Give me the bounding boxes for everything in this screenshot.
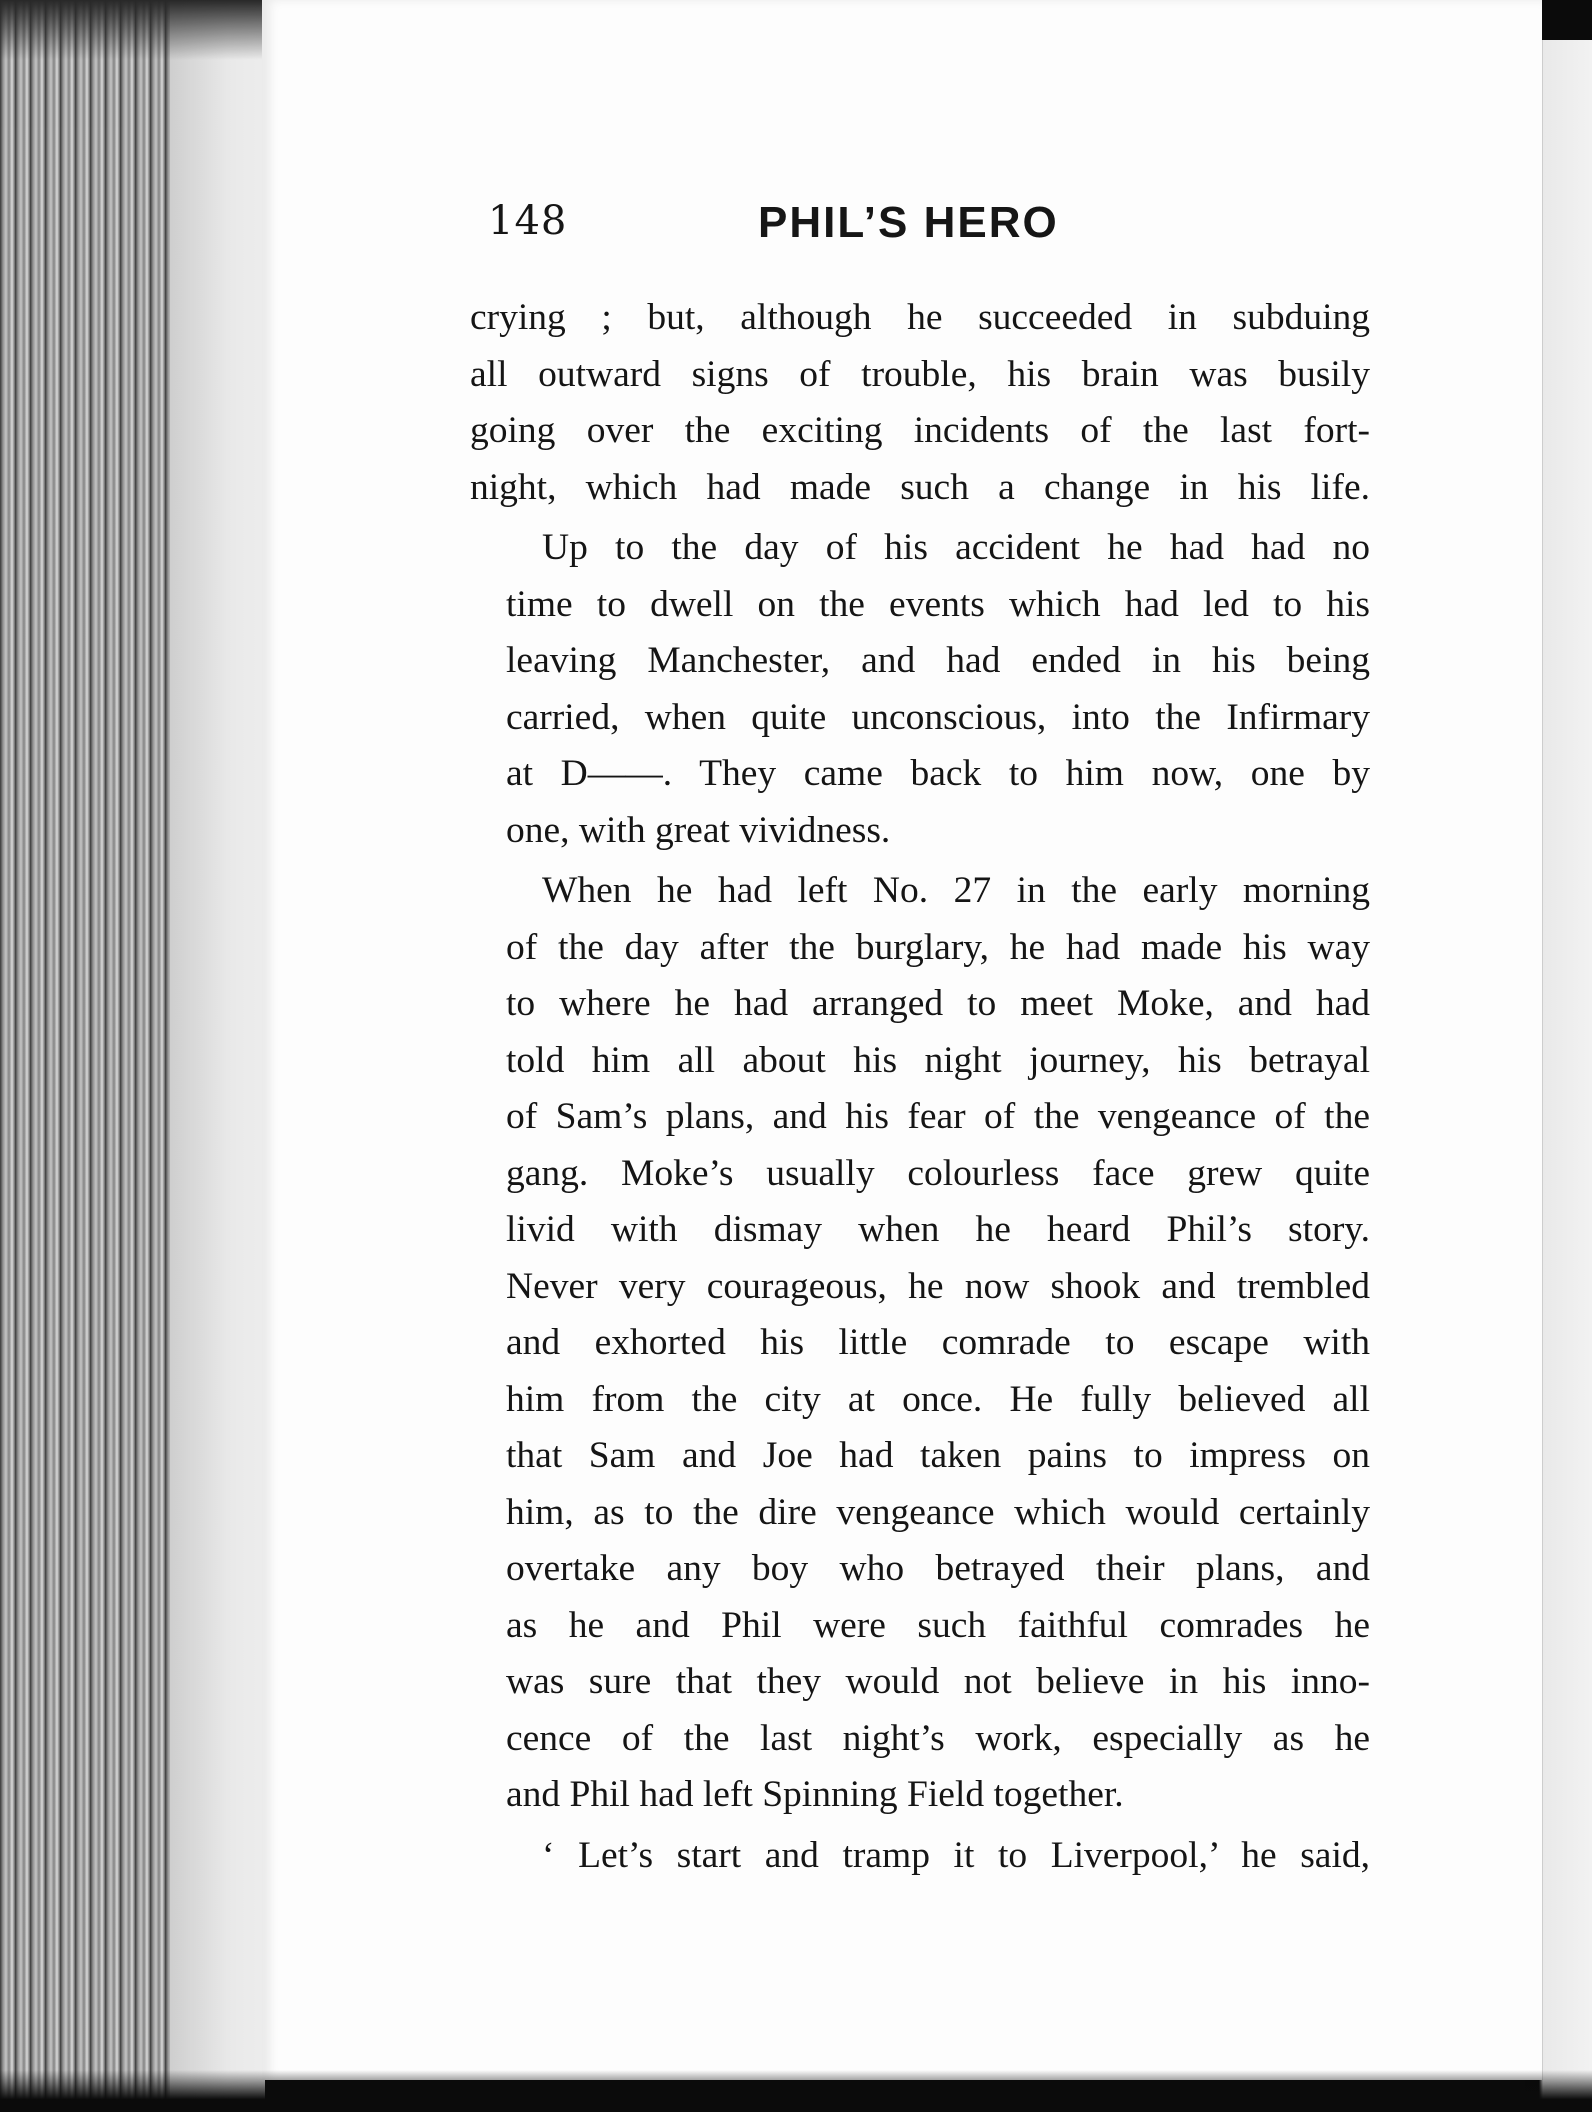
text-line: ‘ Let’s start and tramp it to Liverpool,’ he said, <box>542 1834 1370 1876</box>
text-line: him, as to the dire vengeance which would certainly <box>506 1491 1370 1533</box>
text-line: one, with great vividness. <box>506 809 891 851</box>
text-line: cence of the last night’s work, especially as he <box>506 1717 1370 1759</box>
text-line: carried, when quite unconscious, into the Infirmary <box>506 696 1370 738</box>
text-line: of the day after the burglary, he had made his way <box>506 926 1370 968</box>
running-head <box>488 198 1348 258</box>
text-line: at D——. They came back to him now, one by <box>506 753 1370 794</box>
text-line: Never very courageous, he now shook and trembled <box>506 1265 1370 1307</box>
text-line: livid with dismay when he heard Phil’s story. <box>506 1209 1370 1250</box>
body-text <box>470 290 1370 1884</box>
bottom-shadow <box>0 2070 1592 2112</box>
text-line: Up to the day of his accident he had had no <box>542 527 1370 568</box>
text-line: was sure that they would not believe in his inno- <box>506 1661 1370 1702</box>
paragraph <box>470 290 1370 516</box>
text-line: him from the city at once. He fully believed all <box>506 1378 1370 1420</box>
text-line: all outward signs of trouble, his brain was busily <box>470 353 1370 395</box>
text-line: When he had left No. 27 in the early morning <box>542 870 1370 911</box>
text-line: of Sam’s plans, and his fear of the vengeance of the <box>506 1096 1370 1137</box>
text-line: going over the exciting incidents of the last fort- <box>470 410 1370 451</box>
text-line: to where he had arranged to meet Moke, and had <box>506 983 1370 1024</box>
text-line: as he and Phil were such faithful comrades he <box>506 1604 1370 1646</box>
text-line: leaving Manchester, and had ended in his being <box>506 640 1370 681</box>
text-line: gang. Moke’s usually colourless face grew quite <box>506 1152 1370 1194</box>
page-number: 148 <box>488 198 568 244</box>
running-title: PHIL’S HERO <box>758 198 1059 247</box>
text-line: night, which had made such a change in his life. <box>470 466 1370 508</box>
text-line: and Phil had left Spinning Field together. <box>506 1774 1124 1815</box>
text-line: crying ; but, although he succeeded in subduing <box>470 297 1370 338</box>
text-line: and exhorted his little comrade to escape with <box>506 1322 1370 1363</box>
paragraph <box>470 520 1370 859</box>
text-line: overtake any boy who betrayed their plans, and <box>506 1548 1370 1589</box>
text-line: that Sam and Joe had taken pains to impress on <box>506 1435 1370 1476</box>
book-page-edges <box>0 0 265 2112</box>
paragraph <box>470 1828 1370 1885</box>
text-line: told him all about his night journey, his betrayal <box>506 1039 1370 1081</box>
text-line: time to dwell on the events which had led to his <box>506 583 1370 625</box>
paragraph <box>470 863 1370 1824</box>
